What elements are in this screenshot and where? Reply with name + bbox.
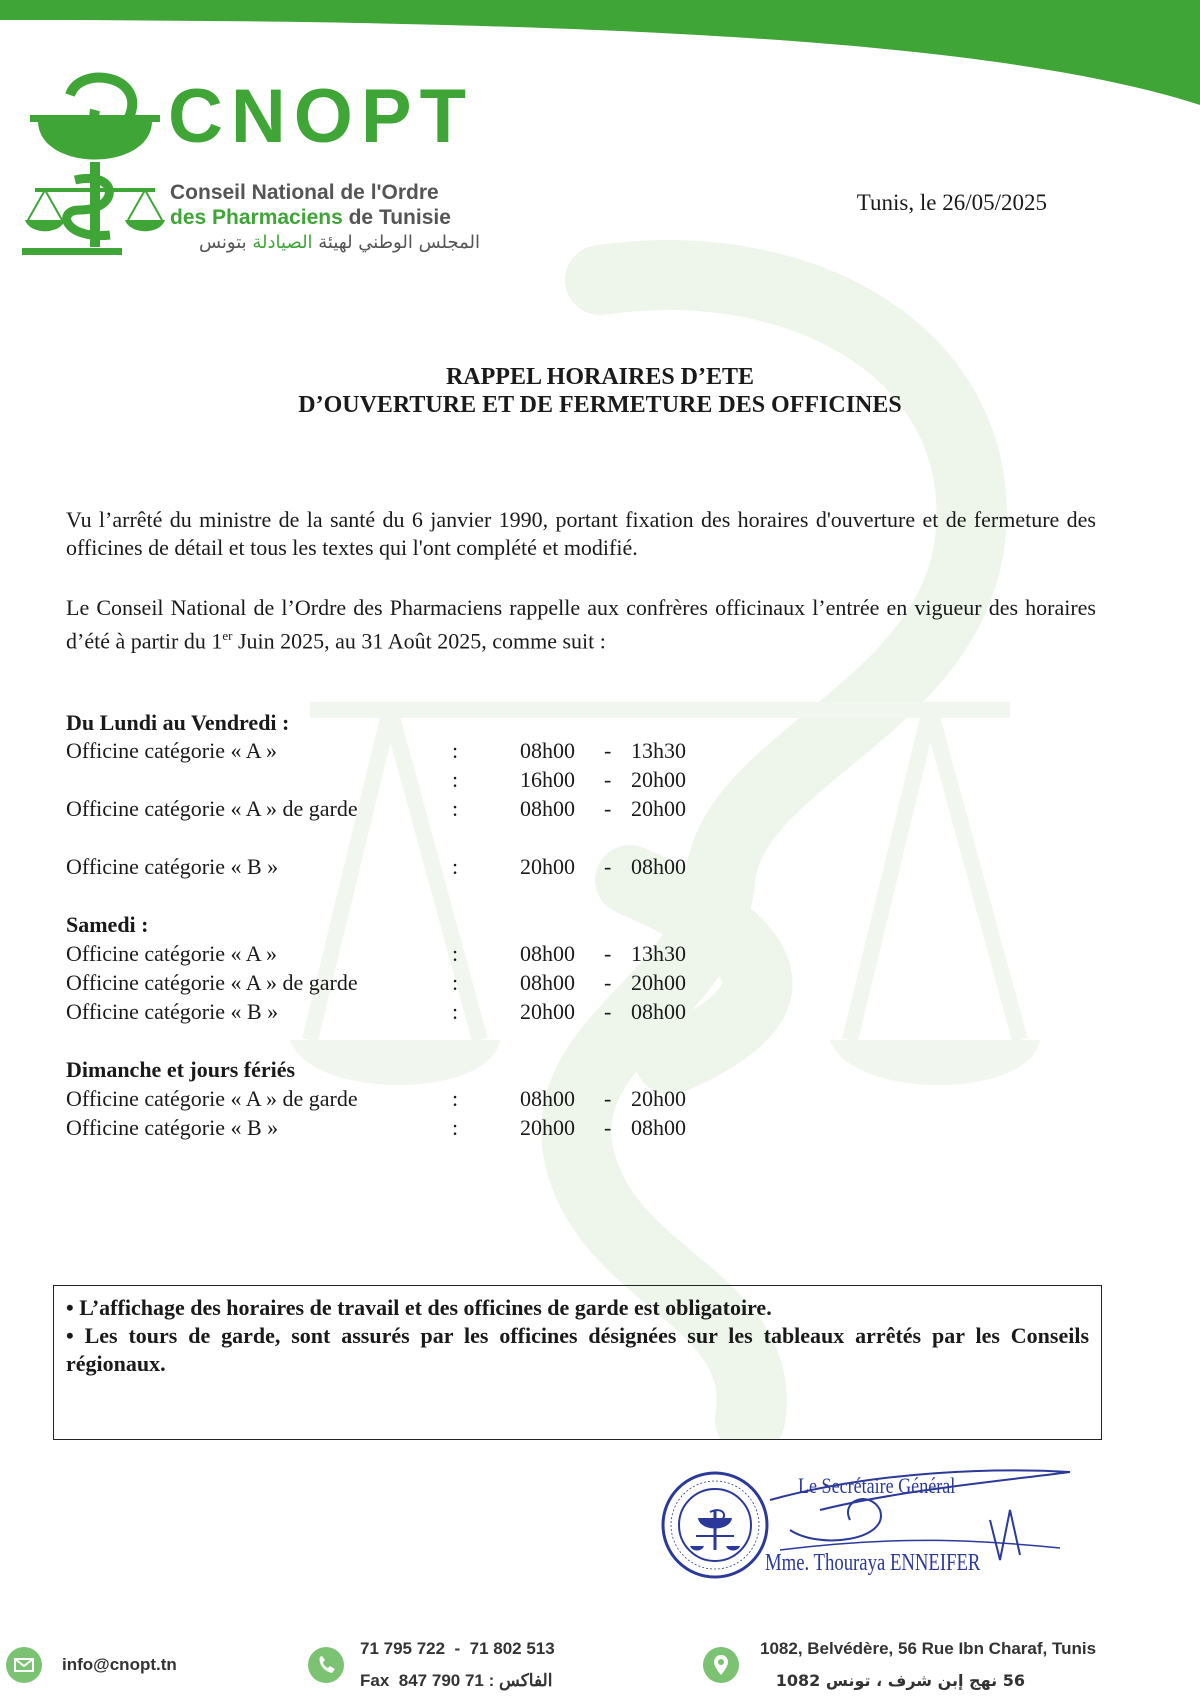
row-colon: : (452, 854, 459, 879)
org-name-tunisie: de Tunisie (342, 206, 451, 229)
row-from: 20h00 (520, 1115, 575, 1140)
watermark-emblem (250, 240, 1050, 1440)
row-from: 16h00 (520, 767, 575, 792)
org-name-pharmaciens: des Pharmaciens (170, 206, 343, 229)
announcement-sup: er (222, 628, 233, 643)
schedule-row (66, 1115, 766, 1143)
announcement-text-a: Le Conseil National de l’Ordre des Pharmaciens rappelle aux confrères officinaux l’entrée en vigueur des horaires d’été à partir du 1 (66, 595, 1096, 654)
row-label: Officine catégorie « A » de garde (66, 796, 358, 821)
letter-date: Tunis, le 26/05/2025 (856, 190, 1047, 215)
footer-fax (360, 1671, 552, 1691)
row-dash: - (604, 941, 612, 966)
schedule-row (66, 941, 766, 969)
row-to: 08h00 (631, 1115, 686, 1140)
row-from: 20h00 (520, 999, 575, 1024)
fax-label: Fax (360, 1671, 390, 1690)
row-dash: - (604, 854, 612, 879)
row-colon: : (452, 738, 459, 763)
org-name-arabic-b: الصيادلة (252, 232, 313, 253)
footer-phone: 71 795 722 - 71 802 513 (360, 1639, 555, 1658)
row-dash: - (604, 1086, 612, 1111)
row-colon: : (452, 1115, 459, 1140)
official-stamp (660, 1470, 770, 1580)
row-label: Officine catégorie « A » (66, 941, 277, 966)
row-to: 13h30 (631, 738, 686, 763)
footer-address-arabic: 56 نهج إبن شرف ، تونس 1082 (775, 1671, 1025, 1690)
schedule-row (66, 767, 766, 795)
org-name (170, 180, 451, 230)
row-dash: - (604, 767, 612, 792)
fax-number: : 71 790 847 (398, 1671, 495, 1690)
row-colon: : (452, 796, 459, 821)
phone-icon (308, 1647, 344, 1683)
signatory-title: Le Secrétaire Général (798, 1473, 956, 1498)
row-to: 08h00 (631, 854, 686, 879)
signatory-name: Mme. Thouraya ENNEIFER (765, 1550, 981, 1576)
schedule-row (66, 796, 766, 824)
notice-item: • L’affichage des horaires de travail et des officines de garde est obligatoire. (66, 1295, 772, 1320)
title-line2: D’OUVERTURE ET DE FERMETURE DES OFFICINES (298, 392, 902, 418)
row-colon: : (452, 999, 459, 1024)
row-colon: : (452, 970, 459, 995)
row-to: 13h30 (631, 941, 686, 966)
sunday-heading: Dimanche et jours fériés (66, 1057, 296, 1082)
row-from: 08h00 (520, 738, 575, 763)
fax-label-arabic: الفاكس (499, 1671, 553, 1690)
footer (0, 1615, 1200, 1703)
title-line1: RAPPEL HORAIRES D’ETE (445, 364, 755, 390)
schedule-row (66, 1086, 766, 1114)
row-to: 20h00 (631, 1086, 686, 1111)
row-from: 08h00 (520, 796, 575, 821)
row-label: Officine catégorie « A » de garde (66, 1086, 358, 1111)
schedule-row (66, 970, 766, 998)
row-dash: - (604, 738, 612, 763)
announcement-paragraph (66, 594, 1096, 655)
row-to: 08h00 (631, 999, 686, 1024)
org-name-arabic-c: بتونس (198, 232, 253, 253)
row-from: 08h00 (520, 970, 575, 995)
row-label: Officine catégorie « B » (66, 1115, 279, 1140)
row-label: Officine catégorie « A » (66, 738, 277, 763)
footer-email[interactable]: info@cnopt.tn (62, 1655, 177, 1674)
row-colon: : (452, 941, 459, 966)
footer-address: 1082, Belvédère, 56 Rue Ibn Charaf, Tunis (760, 1639, 1097, 1658)
row-dash: - (604, 999, 612, 1024)
row-from: 08h00 (520, 1086, 575, 1111)
notice-item-text: L’affichage des horaires de travail et des officines de garde est obligatoire. (79, 1295, 772, 1320)
row-dash: - (604, 970, 612, 995)
row-label: Officine catégorie « B » (66, 854, 279, 879)
intro-paragraph: Vu l’arrêté du ministre de la santé du 6 janvier 1990, portant fixation des horaires d'ouverture et de fermeture des officines de détail et tous les textes qui l'ont complété et modifié. (66, 507, 1096, 560)
row-from: 20h00 (520, 854, 575, 879)
org-name-arabic (170, 232, 480, 253)
location-pin-icon (703, 1647, 739, 1683)
schedule-row (66, 854, 766, 882)
org-name-line2 (170, 205, 451, 230)
row-to: 20h00 (631, 767, 686, 792)
notice-item-text: Les tours de garde, sont assurés par les officines désignées sur les tableaux arrêtés par les Conseils régionaux. (66, 1323, 1090, 1376)
row-colon: : (452, 767, 459, 792)
schedule-row (66, 738, 766, 766)
row-label: Officine catégorie « A » de garde (66, 970, 358, 995)
row-dash: - (604, 1115, 612, 1140)
row-dash: - (604, 796, 612, 821)
email-icon (6, 1647, 42, 1683)
notice-item: • Les tours de garde, sont assurés par les officines désignées sur les tableaux arrêtés par les Conseils régionaux. (66, 1323, 1090, 1376)
org-name-arabic-a: المجلس الوطني لهيئة (312, 232, 480, 253)
announcement-text-b: Juin 2025, au 31 Août 2025, comme suit : (232, 628, 606, 654)
row-label: Officine catégorie « B » (66, 999, 279, 1024)
row-to: 20h00 (631, 970, 686, 995)
saturday-heading: Samedi : (66, 912, 149, 937)
schedule-row (66, 999, 766, 1027)
row-to: 20h00 (631, 796, 686, 821)
org-acronym: CNOPT (168, 74, 474, 159)
row-from: 08h00 (520, 941, 575, 966)
weekdays-heading: Du Lundi au Vendredi : (66, 710, 290, 735)
row-colon: : (452, 1086, 459, 1111)
notice-box (53, 1285, 1102, 1440)
org-name-line1: Conseil National de l'Ordre (170, 181, 439, 204)
